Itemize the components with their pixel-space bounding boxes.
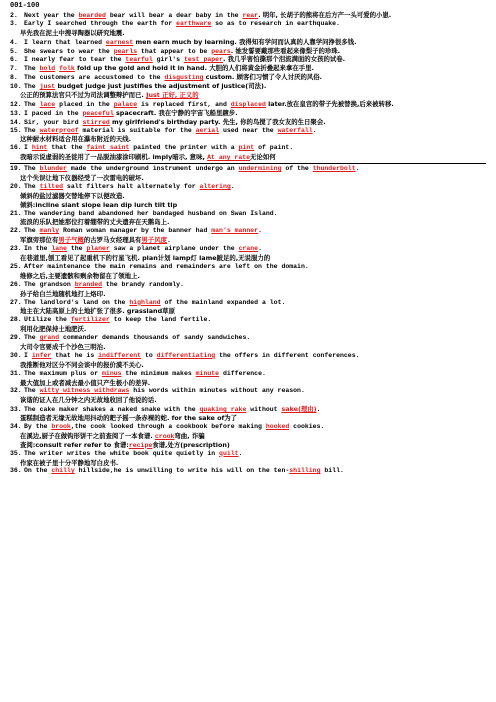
highlighted-word: branded [74,280,103,288]
translation-line [10,414,486,423]
highlighted-word: palace [113,100,138,108]
highlighted-word: man's manner [211,227,259,235]
sentence-line [10,245,486,254]
highlighted-word: grand [39,334,60,342]
text-segment: The writer writes the white book quite quietly in [24,449,220,457]
text-segment: The [24,387,40,395]
translation-line [10,325,486,334]
highlighted-word: pearls [113,47,138,55]
item-number: 33. [10,406,22,414]
item-number: 6. [10,56,18,64]
item-number: 30. [10,351,22,359]
text-segment: made the underground instrument undergo an [66,165,239,173]
highlighted-word: brook [51,422,71,430]
text-segment: is replaced first, and [137,100,231,108]
highlighted-word: tilted [39,182,64,190]
highlighted-word: quaking rake [199,406,247,414]
highlighted-word: differentiating [156,351,216,359]
item-number: 5. [10,47,18,55]
text-segment: 在溪边,厨子在做钩形饼干之前查阅了一本食谱. [20,431,155,440]
sentence-line [10,423,486,432]
sentence-line [10,118,486,127]
text-segment: . [312,126,317,134]
item-number: 27. [10,298,22,306]
highlighted-word: sake(理由) [281,405,317,414]
text-segment: 流浪的乐队把她那位打着绷带的丈夫遗弃在天鹅岛上. [20,218,170,227]
translation-line [10,361,486,370]
sentence-line [10,100,486,109]
sentence-line [10,370,486,379]
translation-line [10,396,486,405]
sentence-line [10,227,486,236]
text-segment: spacecraft. 我在宁静的宇宙飞船里踱步. [113,108,238,117]
highlighted-word: shilling [289,467,321,475]
text-segment: salt filters halt alternately for [63,182,200,190]
text-segment: I paced in the [24,109,83,117]
text-segment: commander demands thousands of sandy sandwiches. [59,334,251,342]
text-segment: By the [24,422,52,430]
item-number: 21. [10,209,22,217]
text-segment: of paint. [254,144,294,152]
highlighted-word: pint [238,144,255,152]
highlighted-word: quilt [219,449,239,457]
text-segment: The maximum plus or [24,369,103,377]
highlighted-word: 男子风度 [141,236,167,245]
text-segment: . [355,165,360,173]
item-number: 32. [10,387,22,395]
text-segment: to keep the land fertile. [109,316,212,324]
item-number: 16. [10,144,22,152]
text-segment: . [258,245,262,253]
text-segment: saw a planet airplane under the [109,245,239,253]
sentence-line [10,263,486,272]
sentence-line [10,352,486,361]
text-segment: 蛋糕制造者无缘无故地用抖动的耙子摇一条赤裸的蛇. for the sake of为了 [20,414,238,423]
sentence-line [10,64,486,73]
text-segment: of the [281,165,313,173]
text-segment: She swears to wear the [24,47,114,55]
highlighted-word: undermining [238,165,282,173]
highlighted-word: earthware [176,19,212,27]
highlighted-word: just [39,83,56,91]
highlighted-word: indifferent [98,351,142,359]
item-number: 12. [10,100,22,108]
translation-line [10,201,486,210]
highlighted-word: recipe [128,441,153,449]
highlighted-word: minus [102,369,122,377]
item-number: 3. [10,19,18,27]
translation-line [10,29,486,38]
item-number: 20. [10,182,22,190]
highlighted-word: disgusting [164,74,204,82]
highlighted-word: stirred [82,118,110,126]
sentence-line [10,405,486,414]
highlighted-word: hint [31,144,48,152]
text-segment: 地主在大陆高原上的土地扩张了很多. grassland草原 [20,307,175,316]
highlighted-word: Just 正好, 正义的 [146,91,199,100]
highlighted-word: chilly [51,467,75,475]
translation-line [10,192,486,201]
sentence-line [10,11,486,20]
text-segment: The [24,182,40,190]
item-number: 23. [10,245,22,253]
item-number: 28. [10,316,22,324]
text-segment: 食谱,处方(prescription) [152,440,230,449]
text-segment: Next year the [24,12,79,19]
sentence-line [10,73,486,82]
text-segment: 这种耐水材料适合用在瀑布附近的天线. [20,135,132,144]
text-segment: 倾斜的盐过滤器交替地停下以便改造. [20,191,125,200]
text-segment: 最大值加上或者减去最小值只产生极小的差异. [20,378,151,387]
highlighted-word: witty witness withdraws [39,387,130,395]
text-segment: . 明年, 长胡子的熊将在后方产一头可爱的小崽. [258,11,392,19]
text-segment: On the [24,467,52,475]
page-range-header: 001-100 [10,2,40,10]
text-segment: I learn that learned [24,38,106,46]
highlighted-word: highland [129,298,161,306]
text-segment: . [258,227,262,235]
highlighted-word: bold [39,65,56,73]
text-segment: ,the cook looked through a cookbook before making [70,422,266,430]
text-segment: my girlfriend's birthday party. 先生, 你的鸟搅了我女友的生日聚会. [109,117,326,126]
sentence-line [10,47,486,56]
translation-line [10,379,486,388]
item-number: 8. [10,74,18,82]
text-segment: without [246,406,282,414]
text-segment: . [316,406,321,414]
text-segment: 利用化肥保持土地肥沃. [20,325,87,334]
translation-line [10,174,486,183]
item-number: 2. [10,12,18,19]
highlighted-word: planer [86,245,110,253]
text-segment: 维修之后,主要遗骸和剩余物留在了领地上. [20,271,140,280]
sentence-line [10,316,486,325]
highlighted-word: At any rate [207,154,251,162]
item-number: 22. [10,227,22,235]
translation-line [10,343,486,352]
highlighted-word: folk [59,65,75,73]
item-number: 15. [10,126,22,134]
highlighted-word: waterfall [277,126,313,134]
text-segment: bear will bear a dear baby in the [105,12,243,19]
text-segment: the [66,245,87,253]
text-segment: 查阅:consult refer refer to 食谱: [20,440,129,449]
item-number: 31. [10,369,22,377]
sentence-line [10,387,486,396]
text-segment: Utilize the [24,316,71,324]
item-number: 26. [10,280,22,288]
sentence-line [10,281,486,290]
text-segment: . 我几乎害怕撕那个泪流满面的女孩的试卷. [222,55,346,64]
sentence-line [10,82,486,91]
text-segment: . [230,182,235,190]
text-segment: The [24,165,40,173]
text-segment: 作家在被子里十分平静地写白皮书. [20,458,119,467]
text-segment: The wandering band abandoned her bandaged husband on Swan Island. [24,209,278,217]
text-segment: The [24,100,40,108]
text-segment: his words within minutes without any reason. [129,387,305,395]
text-segment: The [24,227,40,235]
text-segment: that the [47,144,87,152]
text-segment: Sir, your bird [24,118,83,126]
highlighted-word: lane [51,245,67,253]
sentence-line [10,183,486,192]
highlighted-word: thunderbolt [312,165,356,173]
text-segment: men earn much by learning. 我得知有学问而认真的人靠学问挣很多钱. [133,37,357,46]
text-segment: Roman woman manager by the banner had [59,227,212,235]
highlighted-word: waterproof [39,126,79,134]
highlighted-word: altering [199,182,231,190]
sentence-line [10,165,486,174]
translation-line [10,307,486,316]
sentence-line [10,127,486,136]
text-segment: 我推断他对区分不同会谈中的报价漠不关心. [20,360,144,369]
text-segment: 无论如何 [250,153,276,162]
text-segment: the minimum makes [121,369,196,377]
text-segment: I [24,351,32,359]
text-segment: 的古罗马女经理具有 [83,236,142,245]
text-segment: 大司令官要成千个沙色三明治. [20,342,106,351]
highlighted-word: crane [238,245,259,253]
highlighted-word: peaceful [82,109,114,117]
item-number: 14. [10,118,22,126]
translation-line [10,254,486,263]
text-segment: In the [24,245,52,253]
text-segment: that he is [51,351,99,359]
highlighted-word: faint saint [86,144,130,152]
sentence-line [10,144,486,153]
text-segment: I [24,144,32,152]
sentence-line [10,109,486,118]
text-segment: The cake maker shakes a naked snake with the [24,406,200,414]
highlighted-word: fertilizer [70,316,110,324]
translation-line [10,290,486,299]
text-segment: 早先我在泥土中搜寻陶器以研究地震. [20,28,125,37]
text-segment: later.放在皇宫的带子先被替换,后来被转移. [265,99,394,108]
text-segment: that appear to be [137,47,212,55]
text-segment: The [24,126,40,134]
item-number: 35. [10,449,22,457]
text-segment: girl's [152,56,184,64]
text-segment: 在巷道里,刨工看见了起重机下的行星飞机. plan计划 lamp灯 lame跛足的,无说服力的 [20,254,271,263]
text-segment: placed in the [55,100,114,108]
text-segment: 诙谐的证人在几分钟之内无故地收回了他说的话. [20,396,157,405]
sentence-line [10,450,486,459]
text-segment: The grandson [24,280,75,288]
translation-line [10,91,486,100]
text-segment: material is suitable for the [78,126,196,134]
highlighted-word: bearded [78,12,106,19]
item-number: 19. [10,165,22,173]
translation-line [10,236,486,245]
translation-line [10,459,486,468]
item-number: 10. [10,83,22,91]
translation-line [10,432,486,441]
text-segment: 弯曲, 诈骗 [174,431,205,440]
text-segment: The [24,65,40,73]
highlighted-word: crook [154,432,175,440]
translation-line [10,441,486,450]
text-segment: The [24,83,40,91]
item-number: 34. [10,422,22,430]
text-segment: painted the printer with a [129,144,239,152]
highlighted-word: blunder [39,165,67,173]
text-segment: cookies. [289,422,325,430]
highlighted-word: hooked [265,422,290,430]
text-segment: budget judge just justifies the adjustment of justice(司法). [55,82,267,91]
text-segment: . [166,237,171,245]
sentence-line [10,55,486,64]
text-segment: 军旗旁那位有 [20,236,59,245]
text-segment: used near the [219,126,278,134]
sentence-line [10,299,486,308]
highlighted-word: 男子气概 [58,236,84,245]
text-segment: of the mainland expanded a lot. [160,298,286,306]
text-segment: I nearly fear to tear the [24,56,126,64]
translation-line [10,153,486,162]
translation-line [10,135,486,144]
highlighted-word: displaced [230,100,266,108]
highlighted-word: test paper [183,56,223,64]
text-segment: The [24,334,40,342]
text-segment: . 她发誓要戴那些看起来像梨子的珍珠. [230,46,341,55]
text-segment: the brandy randomly. [102,280,184,288]
text-segment: The landlord's land on the [24,298,130,306]
item-number: 36. [10,467,22,475]
sentence-line [10,38,486,47]
text-segment: 我暗示说虚弱的圣徒用了一品脱油漆涂印刷机. imply暗示, 意味, [20,153,208,162]
item-number: 13. [10,109,22,117]
sentence-line [10,334,486,343]
sentence-line [10,20,486,29]
text-segment: 这个失误让地下仪器经受了一次雷电的破坏. [20,174,144,183]
highlighted-word: manly [39,227,60,235]
text-segment: hillside,he is unwilling to write his will on the ten- [74,467,290,475]
text-segment: 孙子给白兰地随机地打上烙印. [20,289,106,298]
text-segment: fold up the gold and hold it in hand. 大胆的人们将黄金折叠起来拿在手里. [74,64,314,73]
text-segment: custom. 顾客们习惯了令人讨厌的风俗. [203,73,323,82]
highlighted-word: lace [39,100,56,108]
item-number: 4. [10,38,18,46]
text-segment: to [141,351,157,359]
text-segment: 倾斜:incline slant slope lean dip lurch tilt tip [20,200,178,209]
highlighted-word: infer [31,351,52,359]
text-segment: 公正的预算法官只不过为司法调整辩护而已. [20,91,147,100]
text-segment: Early I searched through the earth for [24,19,177,27]
text-segment: The customers are accustomed to the [24,74,165,82]
text-segment: bill. [320,467,344,475]
text-segment: difference. [219,369,266,377]
highlighted-word: aerial [195,126,220,134]
vocabulary-sentence-list [10,11,486,476]
highlighted-word: minute [195,369,220,377]
sentence-line [10,210,486,219]
sentence-line [10,467,486,476]
highlighted-word: earnest [105,38,134,46]
text-segment: so as to research in earthquake. [211,19,340,27]
highlighted-word: tearful [125,56,153,64]
item-number: 25. [10,262,22,270]
item-number: 7. [10,65,18,73]
item-number: 29. [10,334,22,342]
text-segment: After maintenance the main remains and remainders are left on the domain. [24,262,309,270]
highlighted-word: rear [242,12,259,19]
translation-line [10,218,486,227]
highlighted-word: pears [211,47,231,55]
text-segment: the offers in different conferences. [215,351,360,359]
section-divider [10,163,486,164]
translation-line [10,272,486,281]
text-segment: . [238,449,243,457]
